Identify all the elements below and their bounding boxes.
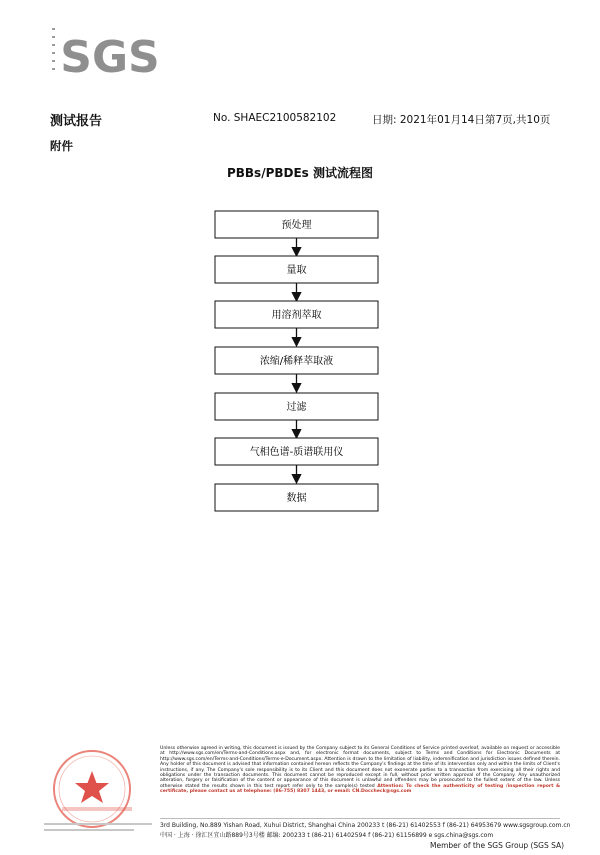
sgs-logo-text: SGS [60,32,160,82]
footer-divider [160,818,560,819]
legal-disclaimer [160,746,560,795]
authenticity-attention: Attention: To check the authenticity of testing /inspection report & certificate, please contact us at telephone: (86-755) 8307 1443, or email: CN.Doccheck@sgs.com [160,783,560,795]
flow-step-1 [215,211,378,238]
flow-step-label: 过滤 [286,402,307,413]
flow-step-3 [215,301,378,328]
flowchart-title: PBBs/PBDEs 测试流程图 [226,166,374,180]
report-date: 日期: 2021年01月14日 [372,114,485,126]
company-seal [44,741,152,841]
flow-step-label: 量取 [286,265,307,276]
report-number: No. SHAEC2100582102 [213,112,337,124]
address-english: 3rd Building, No.889 Yishan Road, Xuhui District, Shanghai China 200233 t (86-21) 61402553 f (86-21) 64953679 www.sgsgroup.com.cn [160,822,571,829]
attachment-label: 附件 [50,139,73,153]
flow-step-label: 浓缩/稀释萃取液 [259,356,334,367]
page-indicator: 第7页,共10页 [485,114,551,126]
report-title: 测试报告 [50,114,103,129]
seal-star-icon [75,771,109,803]
legal-text: Unless otherwise agreed in writing, this document is issued by the Company subject to its General Conditions of Service printed overleaf, available on request or accessible at http://www.sgs.com/en/Terms-and-Conditions.aspx and, for electronic format documents, subject to Terms and Conditions for Electronic Documents at http://www.sgs.com/en/Terms-and-Conditions/Terms-e-Document.aspx. Attention is drawn to the limitation of liability, indemnification and jurisdiction issues defined therein. Any holder of this document is advised that information contained hereon reflects the Company's findings at the time of its intervention only and within the limits of Client's instructions, if any. The Company's sole responsibility is to its Client and this document does not exonerate parties to a transaction from exercising all their rights and obligations under the transaction documents. This document cannot be reproduced except in full, without prior written approval of the Company. Any unauthorized alteration, forgery or falsification of the content or appearance of this document is unlawful and offenders may be prosecuted to the fullest extent of the law. Unless otherwise stated the results shown in this test report refer only to the sample(s) tested [160,746,560,789]
flow-step-7 [215,484,378,511]
address-chinese: 中国 · 上海 · 徐汇区宜山路889号3号楼 邮编: 200233 t (86-21) 61402594 f (86-21) 61156899 e sgs.china@sgs.com [160,832,494,839]
flow-step-label: 数据 [286,493,307,504]
member-of-sgs-group: Member of the SGS Group (SGS SA) [430,841,565,850]
flow-step-6 [215,438,378,465]
flow-step-2 [215,256,378,283]
flow-step-label: 气相色谱-质谱联用仪 [249,447,344,458]
flow-step-label: 预处理 [281,220,312,231]
flow-step-5 [215,393,378,420]
flow-step-4 [215,347,378,374]
flow-step-label: 用溶剂萃取 [271,310,322,321]
